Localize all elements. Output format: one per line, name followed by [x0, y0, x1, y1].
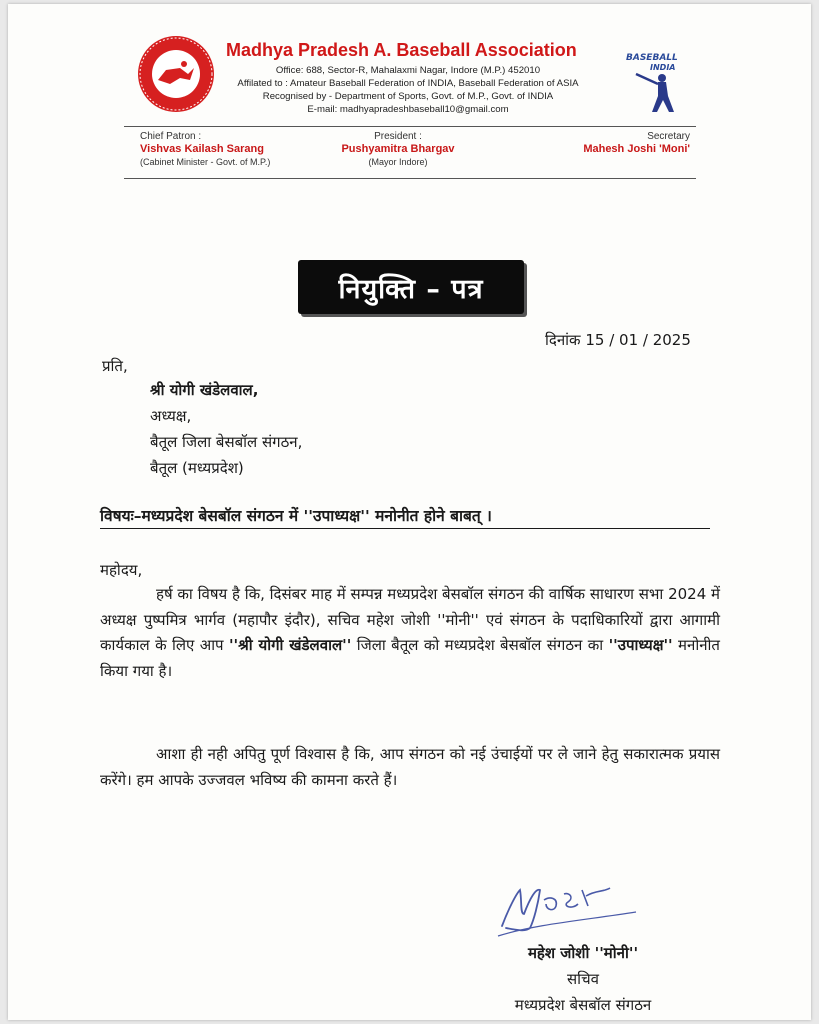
chief-patron-label: Chief Patron : — [140, 131, 202, 142]
association-logo — [136, 34, 216, 114]
letter-date: दिनांक 15 / 01 / 2025 — [545, 331, 691, 349]
secretary-name: Mahesh Joshi 'Moni' — [583, 143, 690, 155]
para1-text-2: जिला बैतूल को मध्यप्रदेश बेसबॉल संगठन का — [351, 636, 609, 654]
body-paragraph-1 — [100, 582, 720, 684]
letter-page — [8, 4, 811, 1020]
signatory-org: मध्यप्रदेश बेसबॉल संगठन — [514, 996, 652, 1014]
affiliation-line: Affilated to : Amateur Baseball Federation of INDIA, Baseball Federation of ASIA — [237, 78, 579, 89]
recipient-prefix: प्रति, — [102, 357, 128, 375]
para1-bold-post: ''उपाध्यक्ष'' — [608, 636, 673, 654]
recipient-designation: अध्यक्ष, — [150, 407, 192, 425]
org-name: Madhya Pradesh A. Baseball Association — [226, 40, 577, 60]
recipient-name: श्री योगी खंडेलवाल, — [150, 381, 259, 399]
president-note: (Mayor Indore) — [368, 157, 428, 167]
chief-patron-block — [140, 130, 270, 169]
baseball-india-logo — [622, 48, 692, 118]
president-block — [318, 130, 478, 169]
letter-subject: विषयः–मध्यप्रदेश बेसबॉल संगठन में ''उपाध्यक्ष'' मनोनीत होने बाबत् । — [100, 504, 710, 529]
chief-patron-note: (Cabinet Minister - Govt. of M.P.) — [140, 157, 271, 167]
chief-patron-name: Vishvas Kailash Sarang — [140, 143, 264, 155]
signatory-designation: सचिव — [567, 970, 599, 988]
recipient-place: बैतूल (मध्यप्रदेश) — [150, 459, 244, 477]
president-label: President : — [374, 131, 422, 142]
body-paragraph-2 — [100, 742, 720, 793]
secretary-label: Secretary — [647, 131, 690, 142]
header-rule-bottom — [124, 178, 696, 179]
svg-text:BASEBALL: BASEBALL — [626, 53, 678, 63]
signature-scribble — [486, 870, 646, 940]
recipient-org: बैतूल जिला बेसबॉल संगठन, — [150, 433, 303, 451]
para1-text-3: मनोनीत किया गया है। — [100, 636, 720, 680]
signature-block — [468, 940, 698, 1018]
letter-title: नियुक्ति – पत्र — [298, 260, 524, 314]
para2-text: आशा ही नही अपितु पूर्ण विश्वास है कि, आप संगठन को नई उंचाईयों पर ले जाने हेतु सकारात्मक प्रयास करेंगे। हम आपके उज्जवल भविष्य की कामना करते हैं। — [100, 745, 720, 789]
signatory-name: महेश जोशी ''मोनी'' — [527, 944, 639, 962]
office-address: Office: 688, Sector-R, Mahalaxmi Nagar, Indore (M.P.) 452010 — [275, 65, 541, 76]
salutation: महोदय, — [100, 561, 143, 579]
para1-text-1: हर्ष का विषय है कि, दिसंबर माह में सम्पन्न मध्यप्रदेश बेसबॉल संगठन की वार्षिक साधारण सभा 2024 में अध्यक्ष पुष्पमित्र भार्गव (महापौर इंदौर), सचिव महेश जोशी ''मोनी'' एवं संगठन के पदाधिकारियों द्वारा आगामी कार्यकाल के लिए आप — [100, 585, 720, 654]
para1-bold-name: ''श्री योगी खंडेलवाल'' — [228, 636, 352, 654]
secretary-block — [528, 130, 690, 156]
recognition-line: Recognised by - Department of Sports, Govt. of M.P., Govt. of INDIA — [262, 91, 554, 102]
email-line: E-mail: madhyapradeshbaseball10@gmail.com — [307, 104, 509, 115]
org-details — [208, 64, 608, 116]
president-name: Pushyamitra Bhargav — [341, 143, 455, 155]
svg-text:INDIA: INDIA — [650, 63, 676, 72]
header-rule-top — [124, 126, 696, 127]
